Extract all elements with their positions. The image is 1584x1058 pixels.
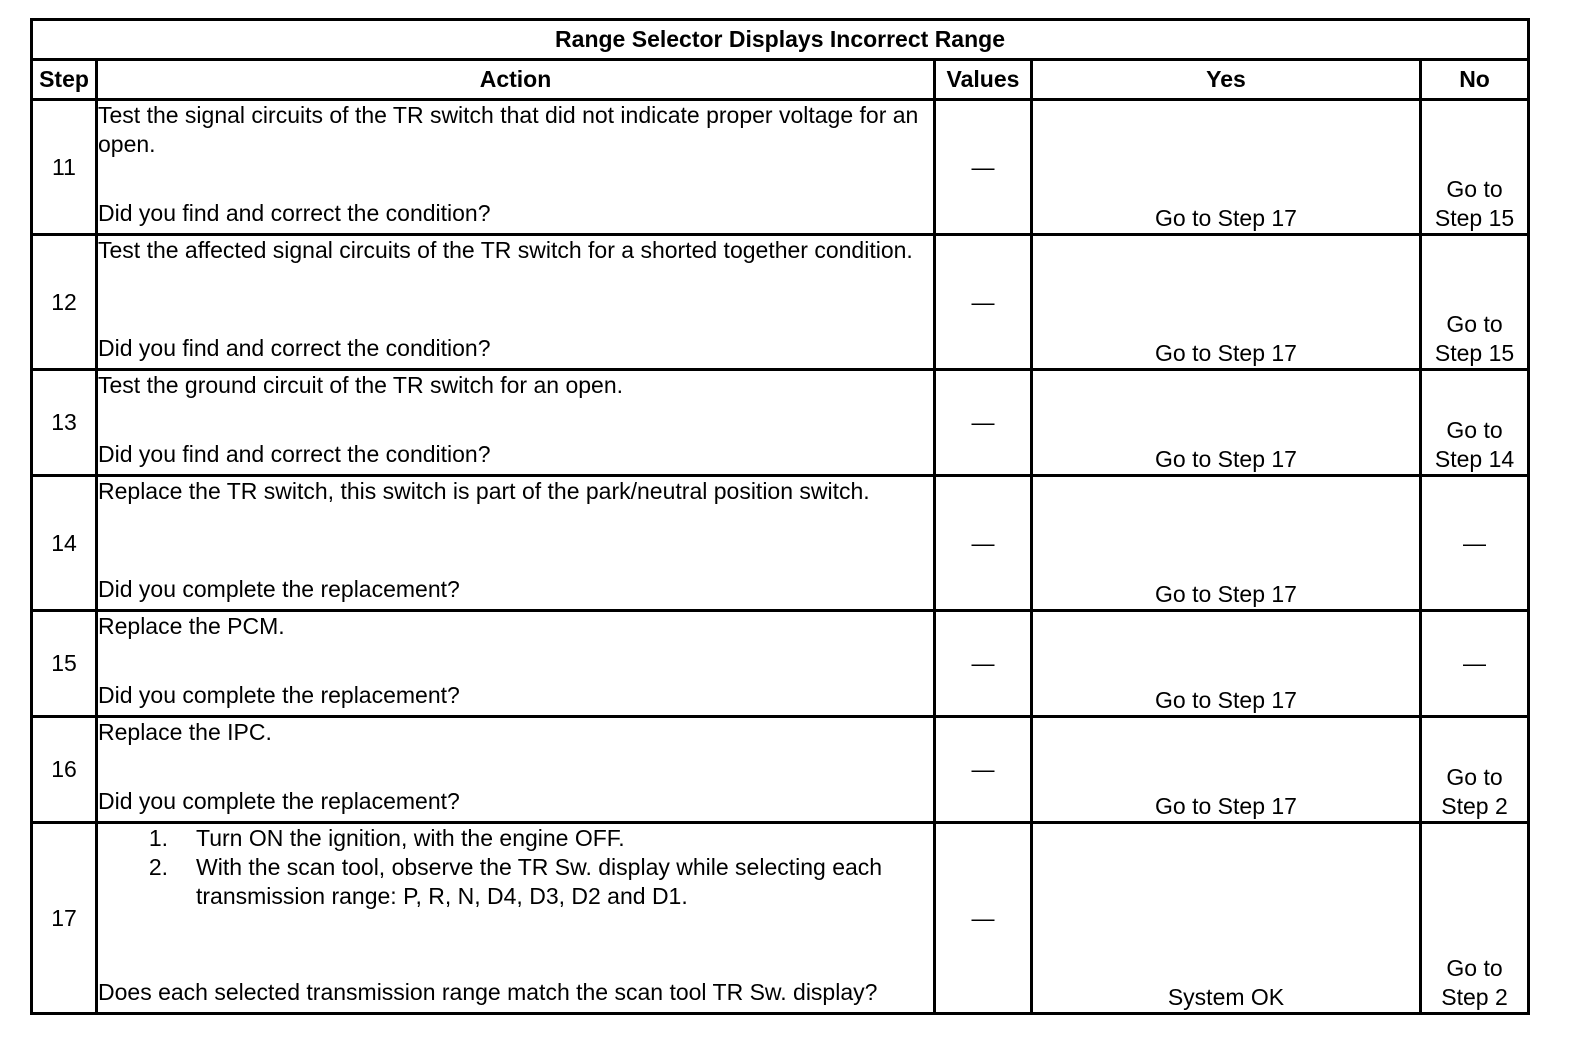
no-cell: — — [1421, 611, 1529, 717]
action-cell — [97, 823, 935, 1014]
no-line-2: Step 14 — [1434, 446, 1515, 472]
action-cell — [97, 476, 935, 611]
no-cell: — — [1421, 476, 1529, 611]
table-row — [32, 611, 1529, 717]
yes-cell: Go to Step 17 — [1032, 235, 1421, 370]
values-cell: — — [935, 611, 1032, 717]
diagnostic-table — [30, 18, 1530, 1015]
no-line-2: Step 2 — [1441, 793, 1508, 819]
values-cell: — — [935, 717, 1032, 823]
action-question: Did you find and correct the condition? — [98, 335, 491, 361]
table-title: Range Selector Displays Incorrect Range — [32, 20, 1529, 60]
header-no: No — [1421, 60, 1529, 100]
header-yes: Yes — [1032, 60, 1421, 100]
action-question: Did you complete the replacement? — [98, 788, 460, 814]
action-text: Test the signal circuits of the TR switch that did not indicate proper voltage for an open. — [98, 102, 919, 157]
substep-text: With the scan tool, observe the TR Sw. display while selecting each transmission range: P, R, N, D4, D3, D2 and D1. — [196, 854, 883, 909]
substep-text: Turn ON the ignition, with the engine OFF. — [196, 825, 625, 851]
header-step: Step — [32, 60, 97, 100]
action-question: Did you complete the replacement? — [98, 682, 460, 708]
action-question: Did you complete the replacement? — [98, 576, 460, 602]
values-cell: — — [935, 476, 1032, 611]
substep-list — [98, 824, 933, 911]
action-question: Does each selected transmission range match the scan tool TR Sw. display? — [98, 979, 878, 1005]
action-text: Test the ground circuit of the TR switch for an open. — [98, 372, 624, 398]
no-line-1: Go to — [1446, 764, 1503, 790]
no-line-1: Go to — [1446, 417, 1503, 443]
action-cell — [97, 370, 935, 476]
action-text: Replace the PCM. — [98, 613, 285, 639]
step-number: 15 — [32, 611, 97, 717]
values-cell: — — [935, 823, 1032, 1014]
no-line-1: Go to — [1446, 311, 1503, 337]
yes-cell: Go to Step 17 — [1032, 476, 1421, 611]
no-line-2: Step 2 — [1441, 984, 1508, 1010]
table-row — [32, 235, 1529, 370]
yes-cell: Go to Step 17 — [1032, 100, 1421, 235]
action-cell — [97, 717, 935, 823]
no-line-2: Step 15 — [1434, 340, 1515, 366]
action-text: Replace the TR switch, this switch is part of the park/neutral position switch. — [98, 478, 870, 504]
action-cell — [97, 235, 935, 370]
action-cell — [97, 611, 935, 717]
values-cell: — — [935, 100, 1032, 235]
no-cell — [1421, 235, 1529, 370]
yes-cell: Go to Step 17 — [1032, 611, 1421, 717]
step-number: 17 — [32, 823, 97, 1014]
header-values: Values — [935, 60, 1032, 100]
substep-number: 1. — [148, 825, 168, 851]
table-row — [32, 476, 1529, 611]
step-number: 13 — [32, 370, 97, 476]
list-item — [98, 853, 933, 911]
table-row — [32, 717, 1529, 823]
step-number: 14 — [32, 476, 97, 611]
no-line-1: Go to — [1446, 955, 1503, 981]
yes-cell: Go to Step 17 — [1032, 370, 1421, 476]
no-line-1: Go to — [1446, 176, 1503, 202]
substep-number: 2. — [148, 854, 168, 880]
action-text: Test the affected signal circuits of the TR switch for a shorted together condition. — [98, 237, 913, 263]
action-cell — [97, 100, 935, 235]
action-question: Did you find and correct the condition? — [98, 200, 491, 226]
table-row — [32, 823, 1529, 1014]
values-cell: — — [935, 370, 1032, 476]
action-question: Did you find and correct the condition? — [98, 441, 491, 467]
step-number: 11 — [32, 100, 97, 235]
step-number: 12 — [32, 235, 97, 370]
no-line-2: Step 15 — [1434, 205, 1515, 231]
table-row — [32, 100, 1529, 235]
no-cell — [1421, 100, 1529, 235]
no-cell — [1421, 370, 1529, 476]
no-cell — [1421, 717, 1529, 823]
step-number: 16 — [32, 717, 97, 823]
values-cell: — — [935, 235, 1032, 370]
yes-cell: Go to Step 17 — [1032, 717, 1421, 823]
header-action: Action — [97, 60, 935, 100]
no-cell — [1421, 823, 1529, 1014]
action-text: Replace the IPC. — [98, 719, 272, 745]
table-row — [32, 370, 1529, 476]
list-item — [98, 824, 933, 853]
yes-cell: System OK — [1032, 823, 1421, 1014]
